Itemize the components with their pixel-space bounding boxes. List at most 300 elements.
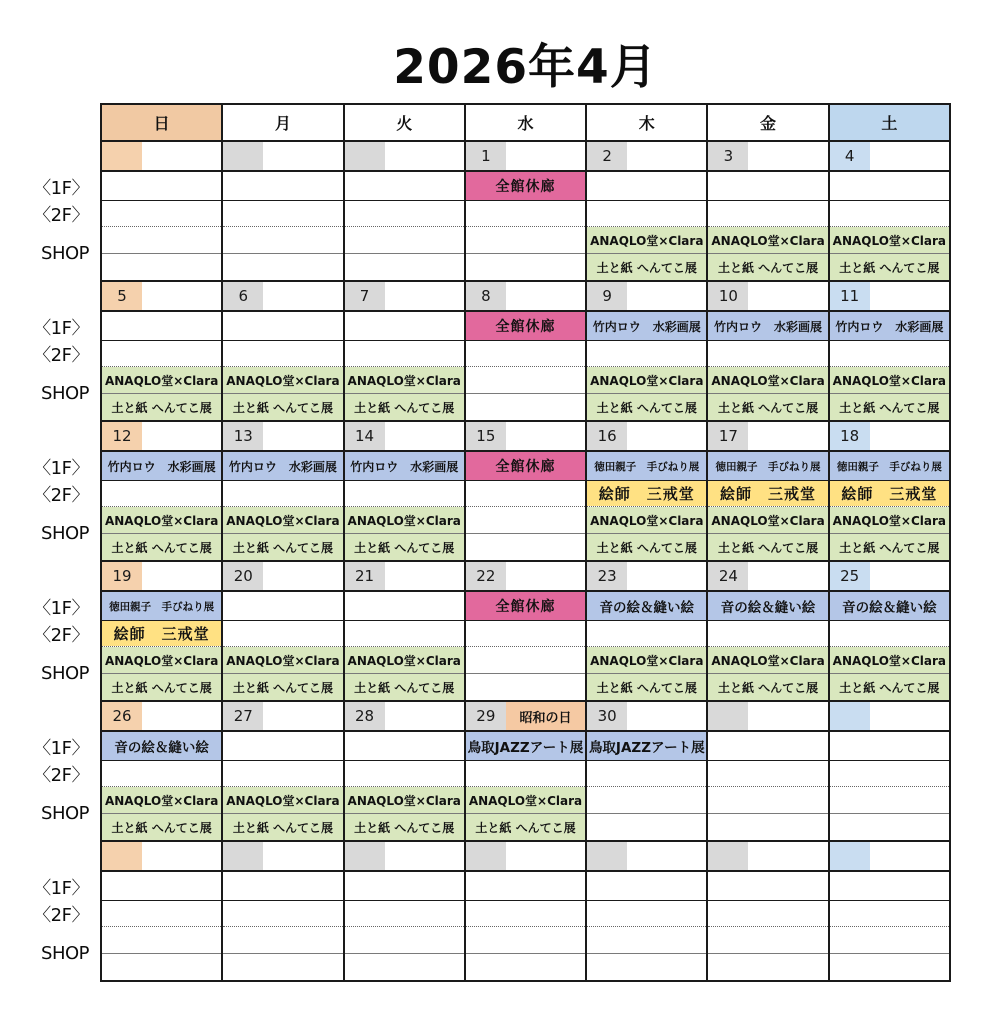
shop-row-2 (223, 534, 342, 560)
date-chip (830, 842, 870, 870)
event-1f: 音の絵＆縫い絵 (830, 592, 949, 620)
shop-row-2 (223, 254, 342, 280)
shop-row-2 (102, 674, 221, 700)
event-shop-line1: ANAQLO堂×Clara (708, 227, 827, 253)
date-number: 5 (117, 287, 127, 305)
event-shop-line1: ANAQLO堂×Clara (345, 787, 464, 813)
date-chip (345, 282, 385, 310)
floor1-row (466, 172, 585, 201)
shop-row-1 (345, 927, 464, 954)
floor2-row (345, 481, 464, 507)
date-chip (102, 842, 142, 870)
shop-row-1 (466, 367, 585, 394)
date-number: 27 (233, 707, 253, 725)
floor1-row (345, 872, 464, 901)
event-1f: 徳田親子 手びねり展 (708, 452, 827, 480)
event-shop-line2: 土と紙 へんてこ展 (708, 254, 827, 280)
floor2-row (587, 621, 706, 647)
date-chip (830, 282, 870, 310)
row-label-2f: 〈2F〉 (33, 485, 89, 506)
floor2-row (102, 901, 221, 927)
date-number: 28 (355, 707, 375, 725)
shop-row-1 (587, 227, 706, 254)
event-1f: 鳥取JAZZアート展 (466, 732, 585, 760)
weekday-header-mon: 月 (221, 105, 342, 140)
floor2-row (708, 621, 827, 647)
shop-row-2 (345, 814, 464, 840)
shop-row-1 (708, 227, 827, 254)
date-chip (466, 142, 506, 170)
date-row (466, 702, 585, 732)
date-chip (102, 142, 142, 170)
date-row (466, 562, 585, 592)
date-row (587, 842, 706, 872)
date-chip (708, 142, 748, 170)
date-number: 30 (597, 707, 617, 725)
floor1-row (223, 592, 342, 621)
weekday-header-sun: 日 (102, 105, 221, 140)
row-label-shop: SHOP (41, 383, 89, 404)
date-number: 12 (112, 427, 132, 445)
floor2-row (466, 341, 585, 367)
day-cell (706, 142, 827, 280)
date-row (345, 702, 464, 732)
date-chip (830, 142, 870, 170)
shop-row-1 (708, 647, 827, 674)
floor1-row (587, 732, 706, 761)
week-row (102, 562, 949, 702)
floor1-row (223, 312, 342, 341)
day-cell (221, 842, 342, 980)
label-week-block (0, 422, 94, 562)
date-number: 23 (597, 567, 617, 585)
weekday-header-row (102, 105, 949, 142)
event-shop-line1: ANAQLO堂×Clara (830, 507, 949, 533)
floor1-row (223, 172, 342, 201)
event-shop-line1: ANAQLO堂×Clara (587, 367, 706, 393)
label-week-block (0, 142, 94, 282)
shop-row-1 (466, 787, 585, 814)
shop-row-1 (830, 227, 949, 254)
date-number: 17 (718, 427, 738, 445)
floor1-row (587, 172, 706, 201)
shop-row-1 (345, 507, 464, 534)
day-cell (102, 562, 221, 700)
date-chip (102, 562, 142, 590)
event-shop-line1: ANAQLO堂×Clara (223, 647, 342, 673)
event-1f: 徳田親子 手びねり展 (587, 452, 706, 480)
row-label-1f: 〈1F〉 (33, 877, 89, 899)
date-row (223, 842, 342, 872)
date-row (466, 142, 585, 172)
date-number: 6 (238, 287, 249, 305)
event-2f: 絵師 三戒堂 (708, 481, 827, 506)
floor2-row (587, 901, 706, 927)
event-shop-line1: ANAQLO堂×Clara (587, 227, 706, 253)
floor2-row (102, 481, 221, 507)
event-shop-line2: 土と紙 へんてこ展 (223, 814, 342, 840)
date-row (587, 702, 706, 732)
day-cell (828, 282, 949, 420)
event-1f: 全館休廊 (466, 592, 585, 620)
floor2-row (345, 341, 464, 367)
shop-row-2 (345, 394, 464, 420)
event-shop-line1: ANAQLO堂×Clara (345, 367, 464, 393)
event-shop-line1: ANAQLO堂×Clara (587, 507, 706, 533)
date-chip (223, 702, 263, 730)
day-cell (828, 702, 949, 840)
shop-row-2 (102, 814, 221, 840)
date-row (830, 562, 949, 592)
date-number: 19 (112, 567, 132, 585)
floor2-row (587, 201, 706, 227)
shop-row-2 (102, 394, 221, 420)
floor1-row (587, 452, 706, 481)
floor1-row (102, 592, 221, 621)
floor2-row (102, 761, 221, 787)
date-row (345, 562, 464, 592)
day-cell (221, 142, 342, 280)
day-cell (828, 842, 949, 980)
day-cell (102, 422, 221, 560)
day-cell (464, 282, 585, 420)
date-chip (830, 562, 870, 590)
day-cell (828, 142, 949, 280)
floor1-row (830, 592, 949, 621)
shop-row-1 (830, 507, 949, 534)
event-shop-line2: 土と紙 へんてこ展 (587, 674, 706, 700)
date-row (102, 562, 221, 592)
shop-row-1 (223, 227, 342, 254)
date-chip (466, 422, 506, 450)
shop-row-2 (587, 954, 706, 980)
floor1-row (708, 872, 827, 901)
event-shop-line2: 土と紙 へんてこ展 (708, 674, 827, 700)
date-chip (587, 142, 627, 170)
day-cell (221, 562, 342, 700)
weekday-header-thu: 木 (585, 105, 706, 140)
floor2-row (587, 341, 706, 367)
floor2-row (345, 761, 464, 787)
day-cell (464, 842, 585, 980)
event-shop-line1: ANAQLO堂×Clara (345, 647, 464, 673)
shop-row-2 (587, 674, 706, 700)
floor1-row (345, 312, 464, 341)
event-shop-line2: 土と紙 へんてこ展 (223, 534, 342, 560)
date-chip (830, 702, 870, 730)
event-shop-line1: ANAQLO堂×Clara (830, 367, 949, 393)
row-label-shop: SHOP (41, 243, 89, 264)
shop-row-1 (708, 507, 827, 534)
date-number: 13 (233, 427, 253, 445)
event-1f: 全館休廊 (466, 452, 585, 480)
row-label-shop: SHOP (41, 523, 89, 544)
date-number: 4 (844, 147, 855, 165)
row-label-2f: 〈2F〉 (33, 625, 89, 646)
date-row (345, 842, 464, 872)
shop-row-1 (708, 787, 827, 814)
event-shop-line2: 土と紙 へんてこ展 (466, 814, 585, 840)
floor2-row (223, 901, 342, 927)
shop-row-1 (587, 927, 706, 954)
shop-row-2 (345, 954, 464, 980)
day-cell (343, 842, 464, 980)
floor1-row (223, 872, 342, 901)
event-shop-line1: ANAQLO堂×Clara (466, 787, 585, 813)
event-1f: 竹内ロウ 水彩画展 (830, 312, 949, 340)
event-shop-line2: 土と紙 へんてこ展 (102, 674, 221, 700)
floor1-row (708, 732, 827, 761)
day-cell (343, 142, 464, 280)
floor1-row (708, 172, 827, 201)
shop-row-2 (587, 534, 706, 560)
event-1f: 全館休廊 (466, 172, 585, 200)
day-cell (585, 702, 706, 840)
shop-row-2 (708, 814, 827, 840)
shop-row-2 (345, 534, 464, 560)
date-chip (345, 142, 385, 170)
shop-row-2 (830, 814, 949, 840)
shop-row-2 (830, 534, 949, 560)
day-cell (464, 562, 585, 700)
date-number: 14 (355, 427, 375, 445)
shop-row-2 (587, 254, 706, 280)
shop-row-1 (708, 367, 827, 394)
day-cell (464, 702, 585, 840)
week-row (102, 282, 949, 422)
date-row (830, 842, 949, 872)
floor2-row (466, 201, 585, 227)
event-shop-line1: ANAQLO堂×Clara (223, 507, 342, 533)
floor2-row (345, 621, 464, 647)
floor2-row (587, 481, 706, 507)
day-cell (828, 422, 949, 560)
floor1-row (345, 452, 464, 481)
day-cell (706, 842, 827, 980)
shop-row-2 (102, 254, 221, 280)
date-chip (708, 282, 748, 310)
event-shop-line2: 土と紙 へんてこ展 (102, 814, 221, 840)
event-shop-line1: ANAQLO堂×Clara (223, 787, 342, 813)
floor1-row (102, 872, 221, 901)
day-cell (585, 282, 706, 420)
event-shop-line1: ANAQLO堂×Clara (708, 647, 827, 673)
date-row (708, 142, 827, 172)
floor1-row (345, 592, 464, 621)
event-1f: 竹内ロウ 水彩画展 (102, 452, 221, 480)
day-cell (464, 422, 585, 560)
event-shop-line1: ANAQLO堂×Clara (345, 507, 464, 533)
date-number: 7 (359, 287, 370, 305)
row-label-2f: 〈2F〉 (33, 345, 89, 366)
event-shop-line1: ANAQLO堂×Clara (830, 647, 949, 673)
date-row (345, 142, 464, 172)
row-label-shop: SHOP (41, 663, 89, 684)
shop-row-1 (223, 787, 342, 814)
shop-row-2 (466, 394, 585, 420)
date-number: 2 (602, 147, 612, 165)
floor2-row (466, 481, 585, 507)
weekday-header-tue: 火 (343, 105, 464, 140)
shop-row-2 (223, 394, 342, 420)
shop-row-2 (466, 534, 585, 560)
date-number: 16 (597, 427, 617, 445)
event-shop-line2: 土と紙 へんてこ展 (345, 534, 464, 560)
event-2f: 絵師 三戒堂 (830, 481, 949, 506)
event-1f: 鳥取JAZZアート展 (587, 732, 706, 760)
shop-row-1 (345, 227, 464, 254)
event-shop-line2: 土と紙 へんてこ展 (587, 534, 706, 560)
date-row (587, 282, 706, 312)
calendar-grid (100, 103, 951, 982)
event-shop-line2: 土と紙 へんてこ展 (587, 254, 706, 280)
date-number: 22 (476, 567, 496, 585)
shop-row-2 (466, 674, 585, 700)
floor1-row (830, 452, 949, 481)
shop-row-1 (345, 367, 464, 394)
date-number: 8 (481, 287, 491, 305)
date-number: 24 (718, 567, 738, 585)
floor1-row (102, 312, 221, 341)
date-chip (223, 142, 263, 170)
date-chip (223, 282, 263, 310)
event-2f: 絵師 三戒堂 (587, 481, 706, 506)
shop-row-2 (830, 394, 949, 420)
date-row (830, 422, 949, 452)
date-row (102, 142, 221, 172)
shop-row-2 (102, 534, 221, 560)
shop-row-1 (587, 507, 706, 534)
floor1-row (587, 312, 706, 341)
row-label-shop: SHOP (41, 943, 89, 964)
floor1-row (466, 732, 585, 761)
floor1-row (466, 872, 585, 901)
date-number: 3 (723, 147, 734, 165)
shop-row-2 (708, 254, 827, 280)
event-1f: 音の絵＆縫い絵 (587, 592, 706, 620)
event-1f: 音の絵＆縫い絵 (708, 592, 827, 620)
date-row (223, 702, 342, 732)
shop-row-2 (830, 954, 949, 980)
event-1f: 竹内ロウ 水彩画展 (345, 452, 464, 480)
date-row (708, 842, 827, 872)
event-shop-line1: ANAQLO堂×Clara (587, 647, 706, 673)
floor1-row (223, 732, 342, 761)
shop-row-2 (102, 954, 221, 980)
date-number: 9 (602, 287, 612, 305)
date-number: 20 (233, 567, 253, 585)
date-row (466, 422, 585, 452)
floor1-row (587, 592, 706, 621)
floor2-row (830, 341, 949, 367)
row-label-1f: 〈1F〉 (33, 737, 89, 759)
day-cell (706, 422, 827, 560)
shop-row-1 (345, 647, 464, 674)
floor2-row (102, 341, 221, 367)
shop-row-2 (830, 254, 949, 280)
date-number: 11 (840, 287, 860, 305)
shop-row-1 (830, 787, 949, 814)
floor2-row (223, 201, 342, 227)
floor2-row (223, 341, 342, 367)
date-chip (466, 702, 506, 730)
shop-row-2 (830, 674, 949, 700)
date-chip (345, 842, 385, 870)
floor2-row (708, 481, 827, 507)
date-row (830, 142, 949, 172)
day-cell (102, 842, 221, 980)
event-2f: 絵師 三戒堂 (102, 621, 221, 646)
floor2-row (830, 901, 949, 927)
holiday-chip: 昭和の日 (506, 702, 585, 730)
date-chip (223, 842, 263, 870)
date-row (587, 562, 706, 592)
floor2-row (345, 201, 464, 227)
week-row (102, 422, 949, 562)
shop-row-1 (466, 927, 585, 954)
date-number: 29 (476, 707, 496, 725)
label-week-block (0, 842, 94, 982)
date-chip (587, 562, 627, 590)
event-shop-line2: 土と紙 へんてこ展 (830, 254, 949, 280)
date-row (466, 842, 585, 872)
floor1-row (466, 312, 585, 341)
shop-row-1 (223, 507, 342, 534)
date-chip (830, 422, 870, 450)
day-cell (343, 702, 464, 840)
day-cell (343, 562, 464, 700)
event-shop-line2: 土と紙 へんてこ展 (223, 394, 342, 420)
date-chip (102, 422, 142, 450)
floor1-row (345, 172, 464, 201)
date-chip (587, 702, 627, 730)
shop-row-2 (708, 534, 827, 560)
event-shop-line2: 土と紙 へんてこ展 (102, 534, 221, 560)
shop-row-1 (830, 927, 949, 954)
event-1f: 竹内ロウ 水彩画展 (223, 452, 342, 480)
floor2-row (830, 621, 949, 647)
date-number: 25 (840, 567, 860, 585)
day-cell (706, 562, 827, 700)
shop-row-1 (587, 367, 706, 394)
row-label-shop: SHOP (41, 803, 89, 824)
shop-row-1 (466, 647, 585, 674)
day-cell (585, 842, 706, 980)
row-label-2f: 〈2F〉 (33, 765, 89, 786)
date-chip (708, 562, 748, 590)
date-row (223, 142, 342, 172)
event-shop-line2: 土と紙 へんてこ展 (223, 674, 342, 700)
floor2-row (223, 761, 342, 787)
floor1-row (102, 732, 221, 761)
row-label-1f: 〈1F〉 (33, 317, 89, 339)
shop-row-1 (223, 927, 342, 954)
floor1-row (223, 452, 342, 481)
floor1-row (345, 732, 464, 761)
row-label-1f: 〈1F〉 (33, 597, 89, 619)
day-cell (706, 282, 827, 420)
event-1f: 徳田親子 手びねり展 (830, 452, 949, 480)
floor2-row (466, 761, 585, 787)
row-label-2f: 〈2F〉 (33, 905, 89, 926)
week-row (102, 142, 949, 282)
event-shop-line2: 土と紙 へんてこ展 (708, 394, 827, 420)
shop-row-1 (102, 367, 221, 394)
floor1-row (830, 872, 949, 901)
event-shop-line1: ANAQLO堂×Clara (708, 367, 827, 393)
floor2-row (708, 341, 827, 367)
floor2-row (466, 621, 585, 647)
